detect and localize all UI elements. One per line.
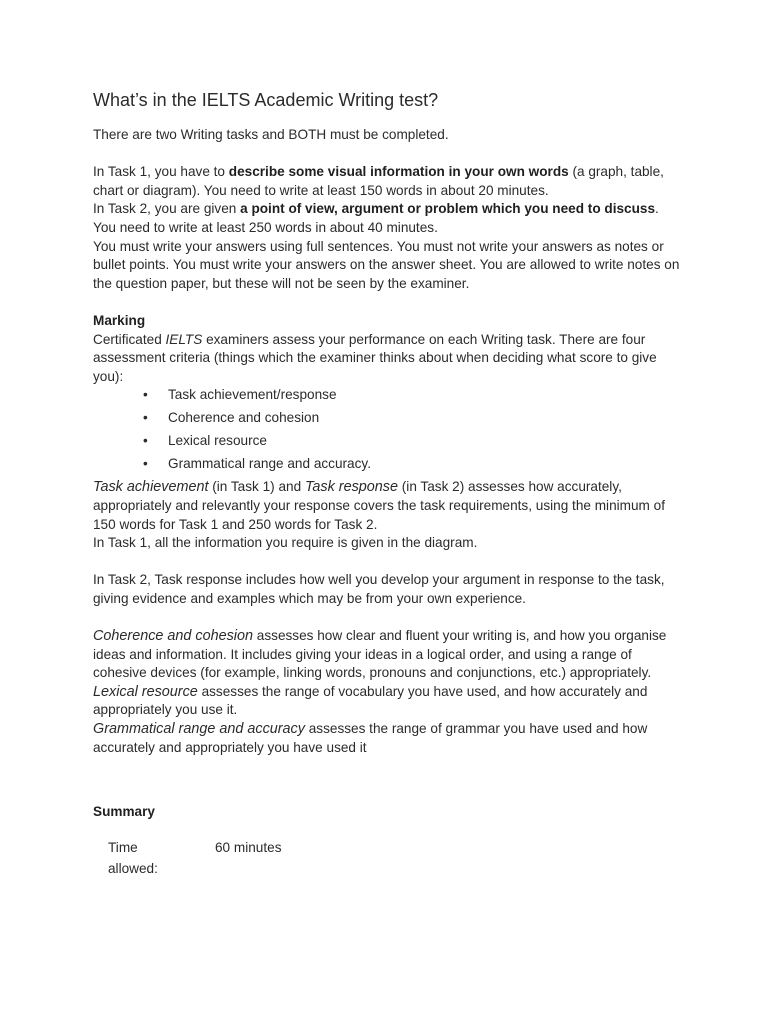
lexical-paragraph: Lexical resource assesses the range of vocabulary you have used, and how accurately and appropriately you use it. <box>93 683 648 718</box>
bullet-icon: • <box>143 410 148 426</box>
document-body <box>93 89 683 757</box>
intro-paragraph: There are two Writing tasks and BOTH must be completed. <box>93 127 449 142</box>
task1-paragraph: In Task 1, you have to describe some visual information in your own words (a graph, table, chart or diagram). You need to write at least 150 words in about 20 minutes. <box>93 164 664 198</box>
list-item: • Task achievement/response <box>143 387 337 403</box>
time-allowed-label: Time allowed: <box>108 840 158 876</box>
marking-heading: Marking <box>93 312 146 328</box>
bullet-icon: • <box>143 387 148 403</box>
task-achievement-paragraph: Task achievement (in Task 1) and Task response (in Task 2) assesses how accurately, appropriately and relevantly your response covers the task requirements, using the minimum of 150 words for Task 1 and 250 words for Task 2. <box>93 479 665 532</box>
criteria-list <box>93 386 683 478</box>
marking-paragraph: Certificated IELTS examiners assess your performance on each Writing task. There are four assessment criteria (things which the examiner thinks about when deciding what score to give you): <box>93 331 657 384</box>
answers-note-paragraph: You must write your answers using full sentences. You must not write your answers as notes or bullet points. You must write your answers on the answer sheet. You are allowed to write notes on the question paper, but these will not be seen by the examiner. <box>93 238 680 291</box>
page-title: What’s in the IELTS Academic Writing test? <box>93 90 439 110</box>
list-item: • Coherence and cohesion <box>143 410 320 426</box>
bullet-icon: • <box>143 456 148 472</box>
list-item: • Grammatical range and accuracy. <box>143 456 371 472</box>
summary-heading: Summary <box>93 804 155 819</box>
bullet-icon: • <box>143 433 148 449</box>
coherence-paragraph: Coherence and cohesion assesses how clear and fluent your writing is, and how you organise ideas and information. It includes giving your ideas in a logical order, and using a range of cohesive devices (for example, linking words, pronouns and conjunctions, etc.) appropriately. <box>93 628 667 681</box>
time-allowed-value: 60 minutes <box>215 840 282 855</box>
task2-paragraph: In Task 2, you are given a point of view, argument or problem which you need to discuss. You need to write at least 250 words in about 40 minutes. <box>93 201 659 235</box>
list-item: • Lexical resource <box>143 433 267 449</box>
task1-note-paragraph: In Task 1, all the information you require is given in the diagram. <box>93 535 478 551</box>
grammar-paragraph: Grammatical range and accuracy assesses the range of grammar you have used and how accurately and appropriately you have used it <box>93 721 648 755</box>
task2-note-paragraph: In Task 2, Task response includes how well you develop your argument in response to the task, giving evidence and examples which may be from your own experience. <box>93 572 665 606</box>
